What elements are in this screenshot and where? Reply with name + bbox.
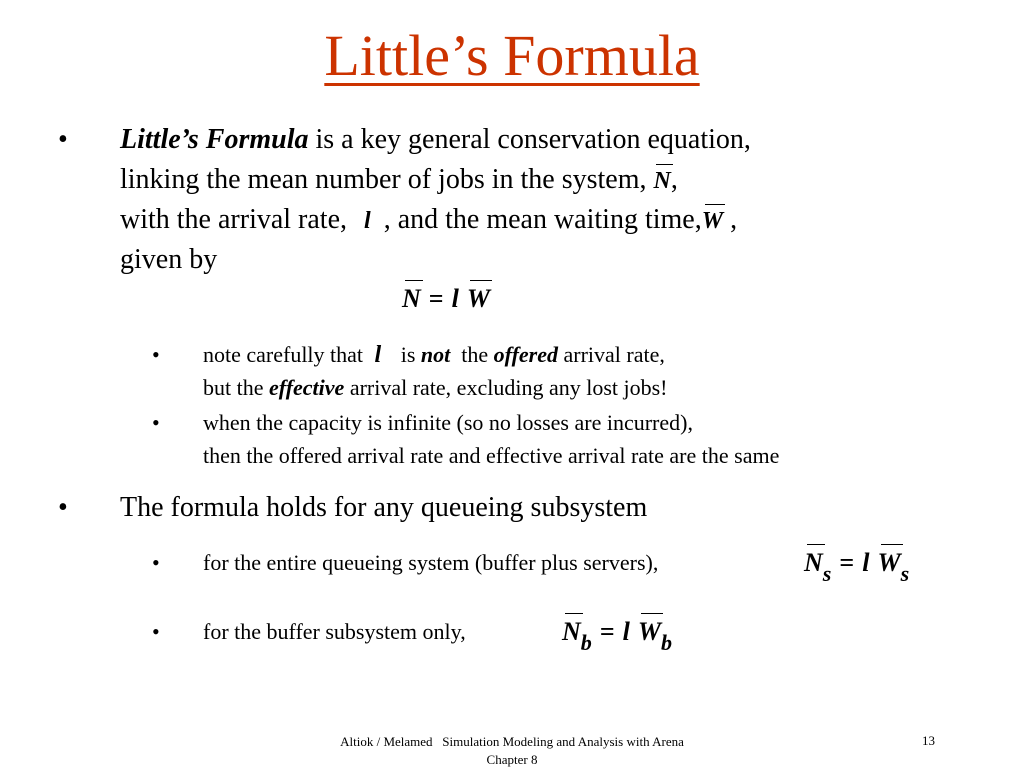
sub1-line1 [203, 342, 665, 369]
sub1-b2: arrival rate, excluding any lost jobs! [349, 375, 668, 400]
footer-citation [0, 733, 1024, 769]
eq-wb-bar: W [637, 617, 662, 646]
eq-nb-sub: b [580, 629, 592, 655]
eq-lambda: l [451, 284, 459, 313]
sub2-line2: then the offered arrival rate and effective arrival rate are the same [203, 443, 780, 468]
equation-system [804, 548, 910, 586]
var-lambda: l [364, 208, 371, 234]
para1-line3-a: with the arrival rate, [120, 204, 348, 235]
eq-ws-bar: W [877, 548, 901, 577]
eq-ns-sub: s [822, 560, 832, 586]
sub1-effective: effective [269, 375, 345, 400]
para1-line3-end: , [730, 204, 738, 235]
little-formula-term: Little’s Formula [120, 124, 309, 155]
sub3-text: for the entire queueing system (buffer plus servers), [203, 550, 659, 575]
page-number: 13 [922, 733, 935, 748]
eq-ws-sub: s [900, 560, 910, 586]
sub-bullet-marker-4: • [152, 619, 160, 644]
sub-bullet-marker-2: • [152, 410, 160, 435]
sub1-a3: the [461, 342, 489, 367]
sub1-offered: offered [493, 342, 559, 367]
eq-s-lambda: l [862, 548, 870, 577]
eq-b-equals: = [599, 617, 615, 646]
eq-w-bar: W [466, 284, 490, 313]
sub-bullet-marker-1: • [152, 342, 160, 367]
footer-line1: Altiok / Melamed Simulation Modeling and Analysis with Arena [340, 734, 684, 749]
para1-line3 [120, 204, 737, 236]
bullet-marker-2: • [58, 492, 68, 523]
footer-line2: Chapter 8 [486, 752, 538, 767]
eq-nb-bar: N [562, 617, 581, 646]
eq-s-equals: = [839, 548, 855, 577]
equation-buffer [562, 617, 673, 655]
sub1-line2 [203, 375, 668, 401]
eq-b-lambda: l [622, 617, 630, 646]
eq-n-bar: N [402, 284, 421, 313]
sub4-text: for the buffer subsystem only, [203, 619, 466, 644]
para1-line4: given by [120, 244, 218, 275]
sub2-line1: when the capacity is infinite (so no losses are incurred), [203, 410, 693, 435]
sub1-a2: is [400, 342, 416, 367]
var-n-bar: N [653, 168, 671, 194]
sub1-lambda: l [374, 342, 382, 368]
eq-wb-sub: b [661, 629, 673, 655]
para1-line1-rest: is a key general conservation equation, [308, 124, 751, 155]
sub1-not: not [420, 342, 451, 367]
sub1-a1: note carefully that [203, 342, 364, 367]
sub1-a4: arrival rate, [563, 342, 665, 367]
para1-line2 [120, 164, 678, 196]
para1-line2-text: linking the mean number of jobs in the system, [120, 164, 647, 195]
para2-text: The formula holds for any queueing subsystem [120, 492, 648, 523]
sub-bullet-marker-3: • [152, 550, 160, 575]
eq-ns-bar: N [804, 548, 823, 577]
slide-title: Little’s Formula [324, 23, 700, 88]
bullet-marker-1: • [58, 124, 68, 155]
para1-line1 [120, 124, 751, 156]
equation-little [402, 284, 490, 314]
para1-line3-b: , and the mean waiting time, [383, 204, 702, 235]
var-w-bar: W [701, 208, 724, 234]
sub1-b1: but the [203, 375, 264, 400]
para1-line2-end: , [670, 164, 678, 195]
eq-equals: = [428, 284, 444, 313]
